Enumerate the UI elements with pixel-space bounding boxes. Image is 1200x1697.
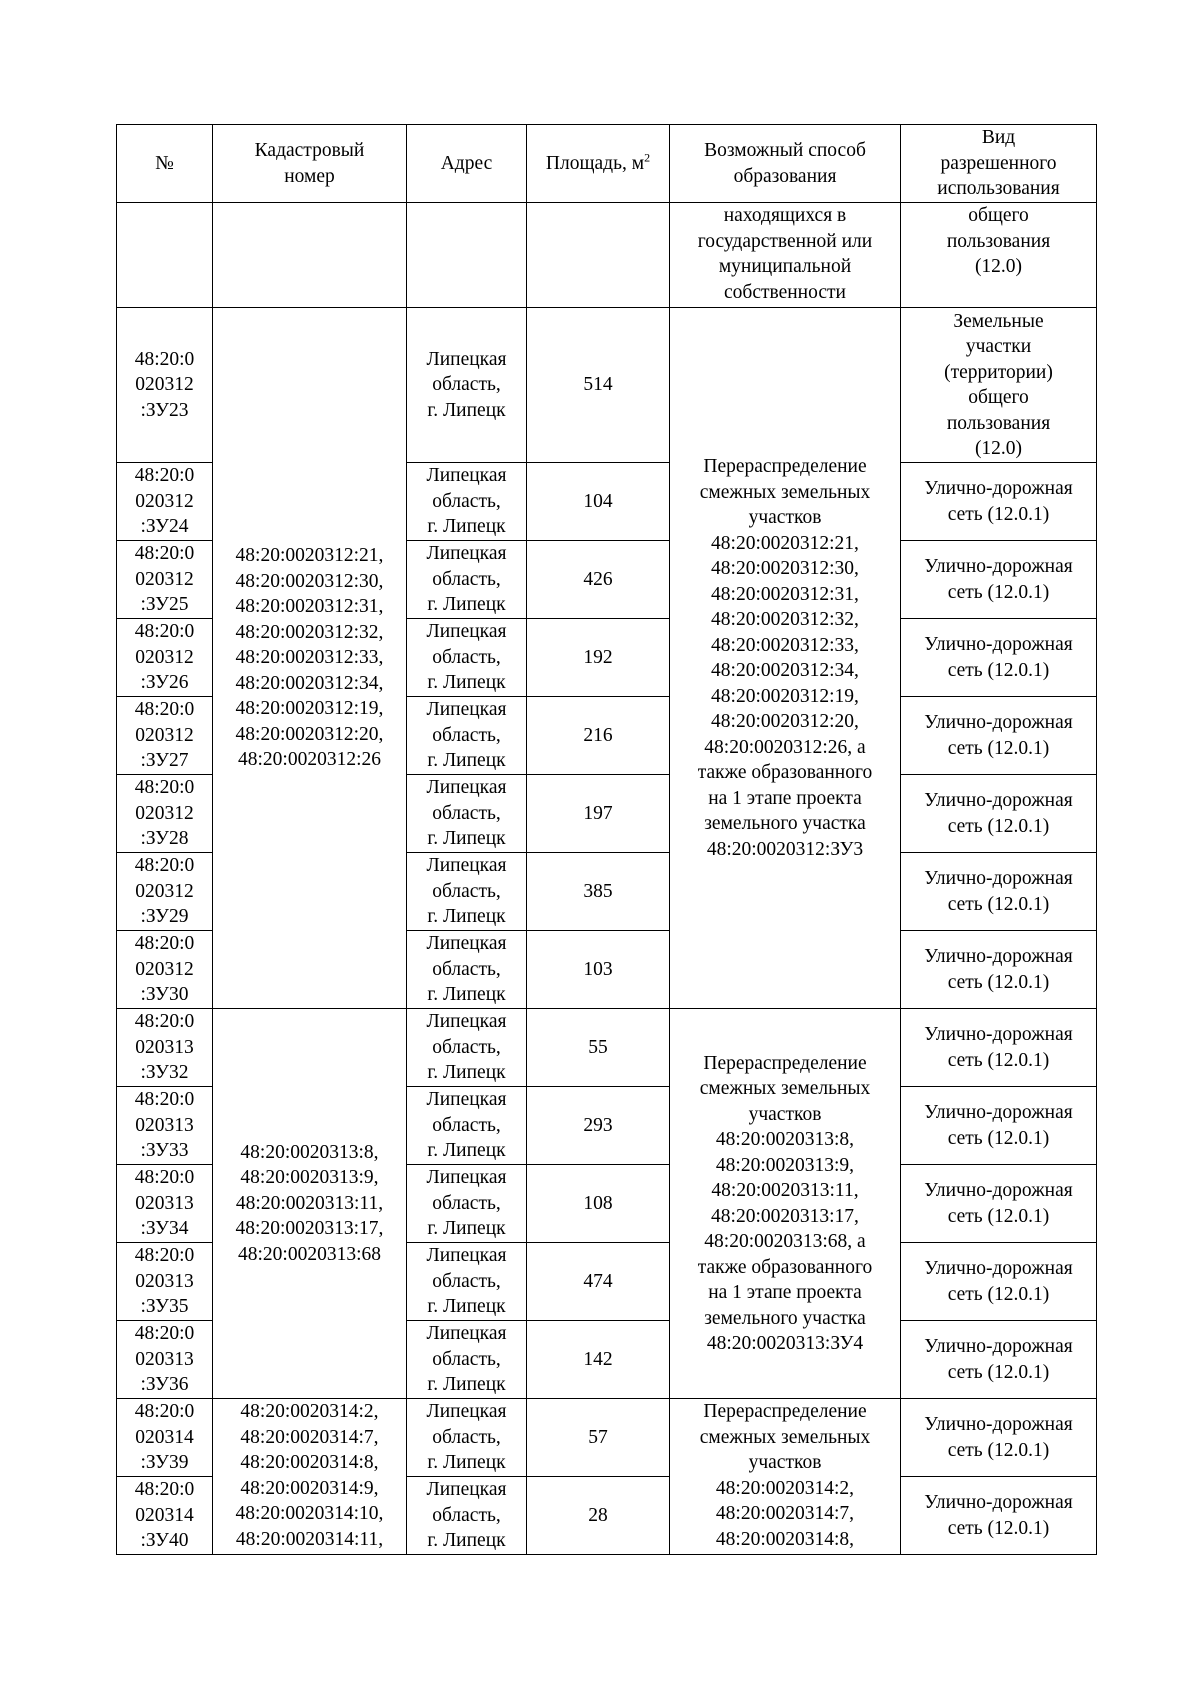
plot-area: 108: [527, 1165, 670, 1243]
header-area-label: Площадь, м: [545, 152, 645, 174]
table-row: [117, 1009, 1097, 1087]
plot-address: Липецкая область, г. Липецк: [407, 308, 527, 463]
plot-address: Липецкая область, г. Липецк: [407, 697, 527, 775]
plot-address: Липецкая область, г. Липецк: [407, 541, 527, 619]
permitted-use: Земельные участки (территории) общего пользования (12.0): [901, 308, 1097, 463]
permitted-use: Улично-дорожная сеть (12.0.1): [901, 775, 1097, 853]
plot-address: Липецкая область, г. Липецк: [407, 619, 527, 697]
land-plots-table: [116, 124, 1097, 1555]
plot-address: Липецкая область, г. Липецк: [407, 463, 527, 541]
plot-area: 216: [527, 697, 670, 775]
permitted-use: Улично-дорожная сеть (12.0.1): [901, 697, 1097, 775]
plot-number: 48:20:0 020312 :ЗУ23: [117, 308, 213, 463]
plot-number: 48:20:0 020312 :ЗУ25: [117, 541, 213, 619]
cell-empty: [117, 203, 213, 308]
header-formation-method: Возможный способ образования: [670, 125, 901, 203]
cell-empty: [213, 203, 407, 308]
permitted-use: Улично-дорожная сеть (12.0.1): [901, 1477, 1097, 1555]
plot-area: 385: [527, 853, 670, 931]
plot-area: 28: [527, 1477, 670, 1555]
plot-address: Липецкая область, г. Липецк: [407, 1243, 527, 1321]
plot-area: 514: [527, 308, 670, 463]
plot-address: Липецкая область, г. Липецк: [407, 931, 527, 1009]
plot-area: 103: [527, 931, 670, 1009]
plot-number: 48:20:0 020312 :ЗУ28: [117, 775, 213, 853]
header-cadastral-number: Кадастровый номер: [213, 125, 407, 203]
plot-area: 197: [527, 775, 670, 853]
permitted-use: Улично-дорожная сеть (12.0.1): [901, 1243, 1097, 1321]
plot-number: 48:20:0 020313 :ЗУ34: [117, 1165, 213, 1243]
source-cadastral-numbers: 48:20:0020312:21, 48:20:0020312:30, 48:20:0020312:31, 48:20:0020312:32, 48:20:0020312:33, 48:20:0020312:34, 48:20:0020312:19, 48:20:0020312:20, 48:20:0020312:26: [213, 308, 407, 1009]
permitted-use: Улично-дорожная сеть (12.0.1): [901, 1321, 1097, 1399]
plot-address: Липецкая область, г. Липецк: [407, 1087, 527, 1165]
continuation-row: [117, 203, 1097, 308]
plot-address: Липецкая область, г. Липецк: [407, 1009, 527, 1087]
header-area-unit-sup: 2: [644, 150, 651, 165]
plot-number: 48:20:0 020312 :ЗУ30: [117, 931, 213, 1009]
plot-number: 48:20:0 020314 :ЗУ39: [117, 1399, 213, 1477]
plot-number: 48:20:0 020313 :ЗУ36: [117, 1321, 213, 1399]
table-row: [117, 308, 1097, 463]
plot-address: Липецкая область, г. Липецк: [407, 1321, 527, 1399]
header-address: Адрес: [407, 125, 527, 203]
permitted-use: Улично-дорожная сеть (12.0.1): [901, 1165, 1097, 1243]
continuation-use: общего пользования (12.0): [901, 203, 1097, 308]
plot-number: 48:20:0 020313 :ЗУ35: [117, 1243, 213, 1321]
plot-area: 474: [527, 1243, 670, 1321]
plot-area: 57: [527, 1399, 670, 1477]
source-cadastral-numbers: 48:20:0020313:8, 48:20:0020313:9, 48:20:0020313:11, 48:20:0020313:17, 48:20:0020313:68: [213, 1009, 407, 1399]
cell-empty: [407, 203, 527, 308]
permitted-use: Улично-дорожная сеть (12.0.1): [901, 853, 1097, 931]
plot-address: Липецкая область, г. Липецк: [407, 1165, 527, 1243]
continuation-method: находящихся в государственной или муниципальной собственности: [670, 203, 901, 308]
plot-number: 48:20:0 020312 :ЗУ29: [117, 853, 213, 931]
permitted-use: Улично-дорожная сеть (12.0.1): [901, 1399, 1097, 1477]
formation-method: Перераспределение смежных земельных участков 48:20:0020313:8, 48:20:0020313:9, 48:20:0020313:11, 48:20:0020313:17, 48:20:0020313:68, а также образованного на 1 этапе проекта земельного участка 48:20:0020313:ЗУ4: [670, 1009, 901, 1399]
plot-area: 55: [527, 1009, 670, 1087]
header-number: №: [117, 125, 213, 203]
permitted-use: Улично-дорожная сеть (12.0.1): [901, 463, 1097, 541]
plot-address: Липецкая область, г. Липецк: [407, 853, 527, 931]
plot-number: 48:20:0 020312 :ЗУ24: [117, 463, 213, 541]
plot-area: 426: [527, 541, 670, 619]
source-cadastral-numbers: 48:20:0020314:2, 48:20:0020314:7, 48:20:0020314:8, 48:20:0020314:9, 48:20:0020314:10, 48:20:0020314:11,: [213, 1399, 407, 1555]
table-row: [117, 1399, 1097, 1477]
formation-method: Перераспределение смежных земельных участков 48:20:0020312:21, 48:20:0020312:30, 48:20:0020312:31, 48:20:0020312:32, 48:20:0020312:33, 48:20:0020312:34, 48:20:0020312:19, 48:20:0020312:20, 48:20:0020312:26, а также образованного на 1 этапе проекта земельного участка 48:20:0020312:ЗУ3: [670, 308, 901, 1009]
plot-number: 48:20:0 020312 :ЗУ26: [117, 619, 213, 697]
header-area: [527, 125, 670, 203]
plot-area: 104: [527, 463, 670, 541]
plot-area: 192: [527, 619, 670, 697]
plot-address: Липецкая область, г. Липецк: [407, 775, 527, 853]
permitted-use: Улично-дорожная сеть (12.0.1): [901, 931, 1097, 1009]
permitted-use: Улично-дорожная сеть (12.0.1): [901, 1087, 1097, 1165]
plot-number: 48:20:0 020313 :ЗУ32: [117, 1009, 213, 1087]
permitted-use: Улично-дорожная сеть (12.0.1): [901, 1009, 1097, 1087]
plot-number: 48:20:0 020312 :ЗУ27: [117, 697, 213, 775]
header-row: [117, 125, 1097, 203]
permitted-use: Улично-дорожная сеть (12.0.1): [901, 541, 1097, 619]
cell-empty: [527, 203, 670, 308]
plot-number: 48:20:0 020313 :ЗУ33: [117, 1087, 213, 1165]
permitted-use: Улично-дорожная сеть (12.0.1): [901, 619, 1097, 697]
formation-method: Перераспределение смежных земельных участков 48:20:0020314:2, 48:20:0020314:7, 48:20:0020314:8,: [670, 1399, 901, 1555]
plot-area: 293: [527, 1087, 670, 1165]
plot-address: Липецкая область, г. Липецк: [407, 1399, 527, 1477]
plot-address: Липецкая область, г. Липецк: [407, 1477, 527, 1555]
plot-number: 48:20:0 020314 :ЗУ40: [117, 1477, 213, 1555]
plot-area: 142: [527, 1321, 670, 1399]
header-permitted-use: Вид разрешенного использования: [901, 125, 1097, 203]
